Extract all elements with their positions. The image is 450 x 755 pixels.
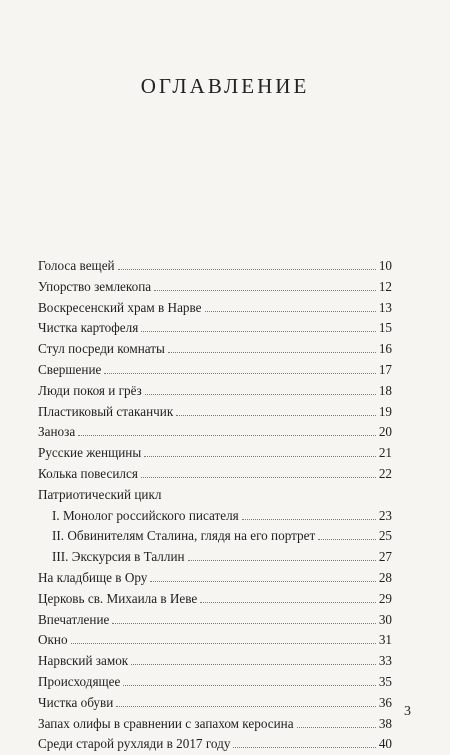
dot-leader xyxy=(131,664,376,665)
toc-entry xyxy=(38,339,392,360)
toc-entry xyxy=(38,610,392,631)
toc-entry-page: 16 xyxy=(378,341,392,357)
toc-entry-title: Запах олифы в сравнении с запахом керосина xyxy=(38,715,294,731)
dot-leader xyxy=(242,519,376,520)
toc-section-heading xyxy=(38,485,392,506)
toc-entry-page: 23 xyxy=(378,507,392,523)
dot-leader xyxy=(104,373,375,374)
toc-entry-page: 22 xyxy=(378,465,392,481)
dot-leader xyxy=(168,352,376,353)
toc-entry-title: Происходящее xyxy=(38,673,121,689)
toc-entry xyxy=(38,693,392,714)
dot-leader xyxy=(200,602,376,603)
dot-leader xyxy=(141,331,376,332)
toc-section-title: Патриотический цикл xyxy=(38,486,162,502)
toc-entry xyxy=(38,651,392,672)
toc-entry xyxy=(38,402,392,423)
dot-leader xyxy=(141,477,376,478)
dot-leader xyxy=(118,269,376,270)
toc-entry xyxy=(38,360,392,381)
dot-leader xyxy=(297,727,376,728)
toc-entry-title: Впечатление xyxy=(38,611,110,627)
toc-entry xyxy=(38,589,392,610)
toc-subentry xyxy=(38,526,392,547)
dot-leader xyxy=(154,290,376,291)
toc-subentry xyxy=(38,506,392,527)
toc-entry xyxy=(38,568,392,589)
toc-entry-title: Среди старой рухляди в 2017 году xyxy=(38,736,231,752)
toc-entry-title: Нарвский замок xyxy=(38,653,129,669)
toc-entry-page: 20 xyxy=(378,424,392,440)
toc-entry-title: III. Экскурсия в Таллин xyxy=(52,549,185,565)
toc-entry-title: Колька повесился xyxy=(38,465,138,481)
toc-entry xyxy=(38,714,392,735)
toc-entry-page: 33 xyxy=(378,653,392,669)
dot-leader xyxy=(188,560,376,561)
toc-entry xyxy=(38,298,392,319)
toc-entry-title: Стул посреди комнаты xyxy=(38,341,165,357)
dot-leader xyxy=(145,394,376,395)
toc-subentry xyxy=(38,547,392,568)
toc-entry-page: 19 xyxy=(378,403,392,419)
toc-entry-page: 27 xyxy=(378,549,392,565)
toc-entry xyxy=(38,277,392,298)
toc-entry-title: I. Монолог российского писателя xyxy=(52,507,239,523)
toc-entry-page: 21 xyxy=(378,445,392,461)
toc-entry-title: Чистка картофеля xyxy=(38,320,139,336)
table-of-contents xyxy=(38,256,392,755)
toc-entry-page: 28 xyxy=(378,569,392,585)
dot-leader xyxy=(233,747,375,748)
toc-entry xyxy=(38,630,392,651)
toc-entry-title: Пластиковый стаканчик xyxy=(38,403,174,419)
toc-entry-title: Заноза xyxy=(38,424,76,440)
toc-entry xyxy=(38,422,392,443)
toc-entry-title: Церковь св. Михаила в Иеве xyxy=(38,590,198,606)
toc-entry xyxy=(38,381,392,402)
toc-entry-page: 25 xyxy=(378,528,392,544)
page-title: ОГЛАВЛЕНИЕ xyxy=(140,74,310,98)
toc-entry-page: 10 xyxy=(378,258,392,273)
toc-entry-page: 38 xyxy=(378,715,392,731)
dot-leader xyxy=(150,581,375,582)
dot-leader xyxy=(176,415,376,416)
toc-entry-page: 40 xyxy=(378,736,392,752)
toc-entry xyxy=(38,464,392,485)
dot-leader xyxy=(78,435,376,436)
toc-entry-title: Чистка обуви xyxy=(38,694,114,710)
toc-entry xyxy=(38,672,392,693)
toc-entry-title: Упорство землекопа xyxy=(38,278,152,294)
dot-leader xyxy=(205,311,376,312)
toc-entry-title: На кладбище в Ору xyxy=(38,569,148,585)
toc-entry-title: II. Обвинителям Сталина, глядя на его портрет xyxy=(52,528,316,544)
toc-entry-title: Голоса вещей xyxy=(38,258,115,273)
toc-entry-page: 17 xyxy=(378,361,392,377)
dot-leader xyxy=(123,685,375,686)
toc-entry-page: 12 xyxy=(378,278,392,294)
dot-leader xyxy=(71,643,376,644)
toc-entry-title: Русские женщины xyxy=(38,445,142,461)
toc-entry-page: 18 xyxy=(378,382,392,398)
dot-leader xyxy=(112,623,375,624)
toc-entry-page: 31 xyxy=(378,632,392,648)
toc-entry-title: Окно xyxy=(38,632,68,648)
dot-leader xyxy=(144,456,376,457)
toc-entry xyxy=(38,318,392,339)
toc-entry-page: 29 xyxy=(378,590,392,606)
toc-entry-page: 35 xyxy=(378,673,392,689)
toc-entry-title: Воскресенский храм в Нарве xyxy=(38,299,202,315)
toc-entry-title: Свершение xyxy=(38,361,102,377)
toc-entry-page: 13 xyxy=(378,299,392,315)
dot-leader xyxy=(318,539,376,540)
toc-entry-page: 36 xyxy=(378,694,392,710)
toc-entry-page: 15 xyxy=(378,320,392,336)
page-number: 3 xyxy=(404,704,411,719)
toc-entry xyxy=(38,443,392,464)
toc-entry xyxy=(38,256,392,277)
toc-entry-page: 30 xyxy=(378,611,392,627)
toc-entry-title: Люди покоя и грёз xyxy=(38,382,142,398)
dot-leader xyxy=(116,706,376,707)
